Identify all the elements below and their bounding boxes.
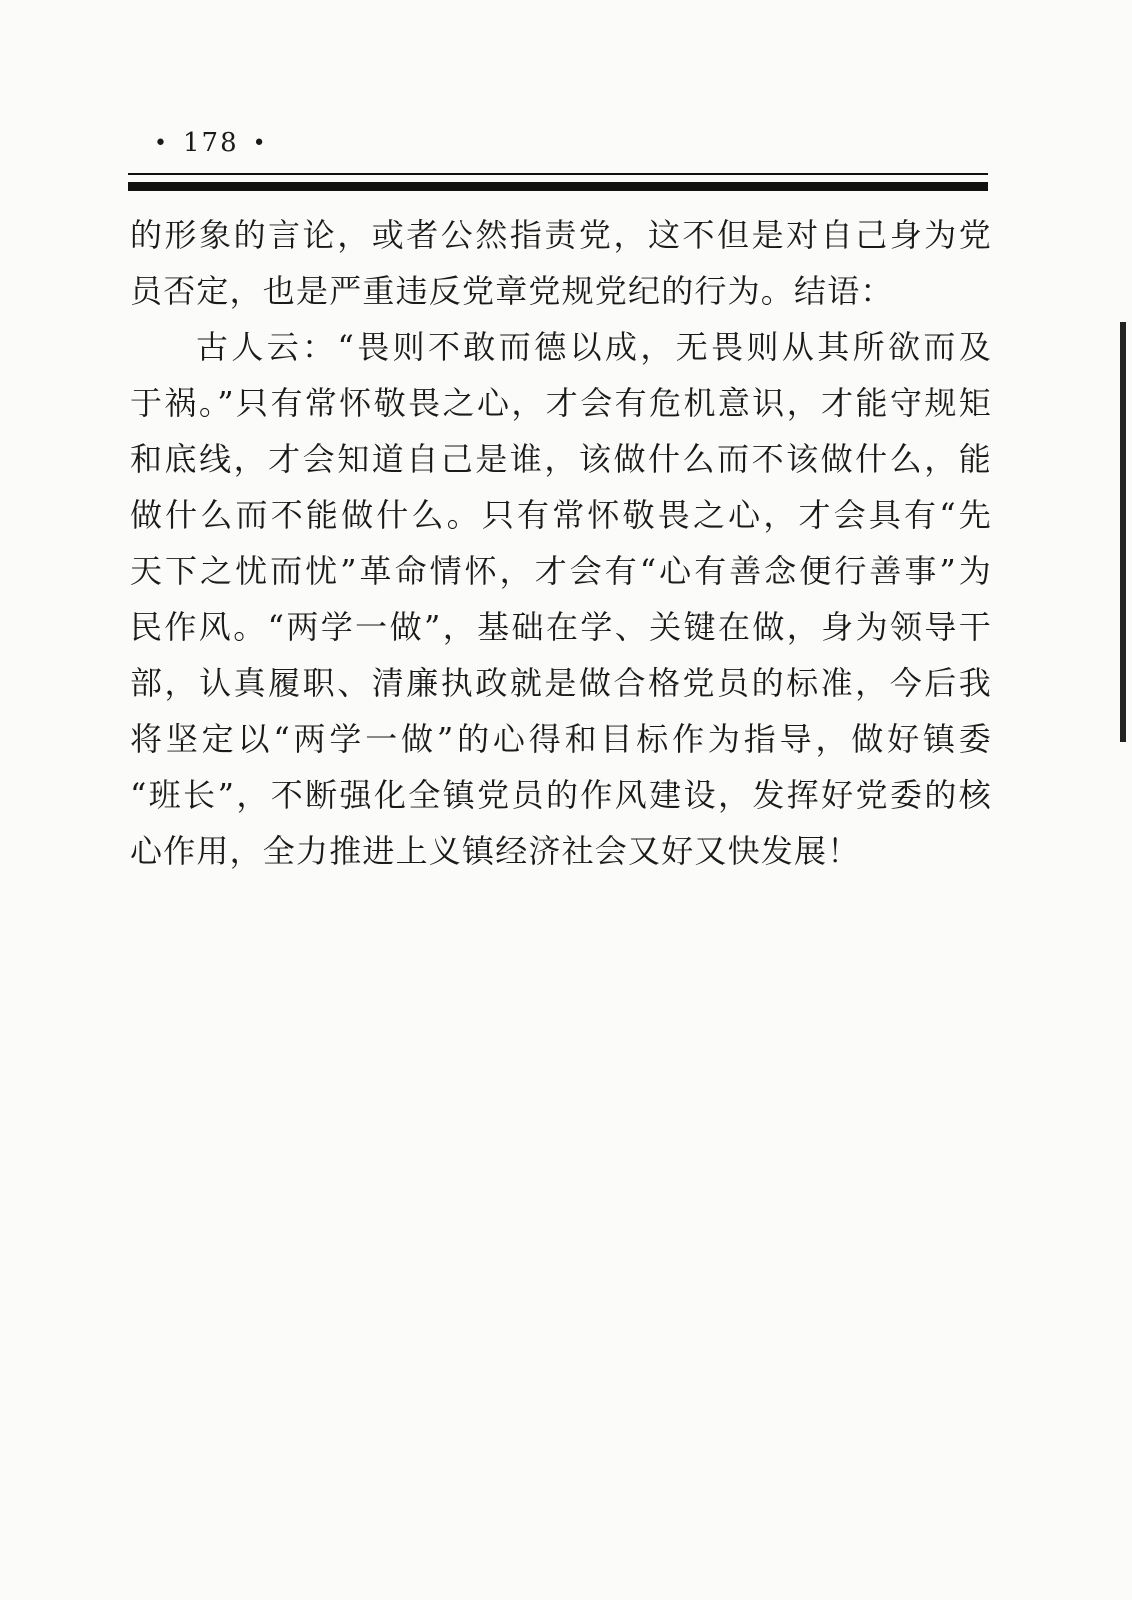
text-line: 的形象的言论，或者公然指责党，这不但是对自己身为党 [130,216,992,254]
text-line: “班长”，不断强化全镇党员的作风建设，发挥好党委的核 [130,776,992,814]
paragraph-1 [130,207,992,319]
bullet-left-icon: • [154,130,169,156]
paragraph-2 [130,319,992,879]
text-line: 于祸。”只有常怀敬畏之心，才会有危机意识，才能守规矩 [130,384,992,422]
bullet-right-icon: • [252,130,268,156]
header-rule-thin [128,173,988,175]
text-line: 将坚定以“两学一做”的心得和目标作为指导，做好镇委 [130,720,992,758]
text-line: 天下之忧而忧”革命情怀，才会有“心有善念便行善事”为 [130,552,992,590]
text-line: 心作用，全力推进上义镇经济社会又好又快发展！ [130,832,861,870]
text-line: 古人云：“畏则不敢而德以成，无畏则从其所欲而及 [196,328,992,366]
text-line: 民作风。“两学一做”，基础在学、关键在做，身为领导干 [130,608,992,646]
scan-edge-mark [1120,322,1126,742]
body-text [130,207,992,879]
page-number: 178 [182,128,239,158]
text-line: 部，认真履职、清廉执政就是做合格党员的标准，今后我 [130,664,992,702]
header-rule-thick [128,182,988,191]
text-line: 和底线，才会知道自己是谁，该做什么而不该做什么，能 [130,440,992,478]
text-line: 员否定，也是严重违反党章党规党纪的行为。结语： [130,272,894,310]
text-line: 做什么而不能做什么。只有常怀敬畏之心，才会具有“先 [130,496,992,534]
page-header [140,128,282,158]
